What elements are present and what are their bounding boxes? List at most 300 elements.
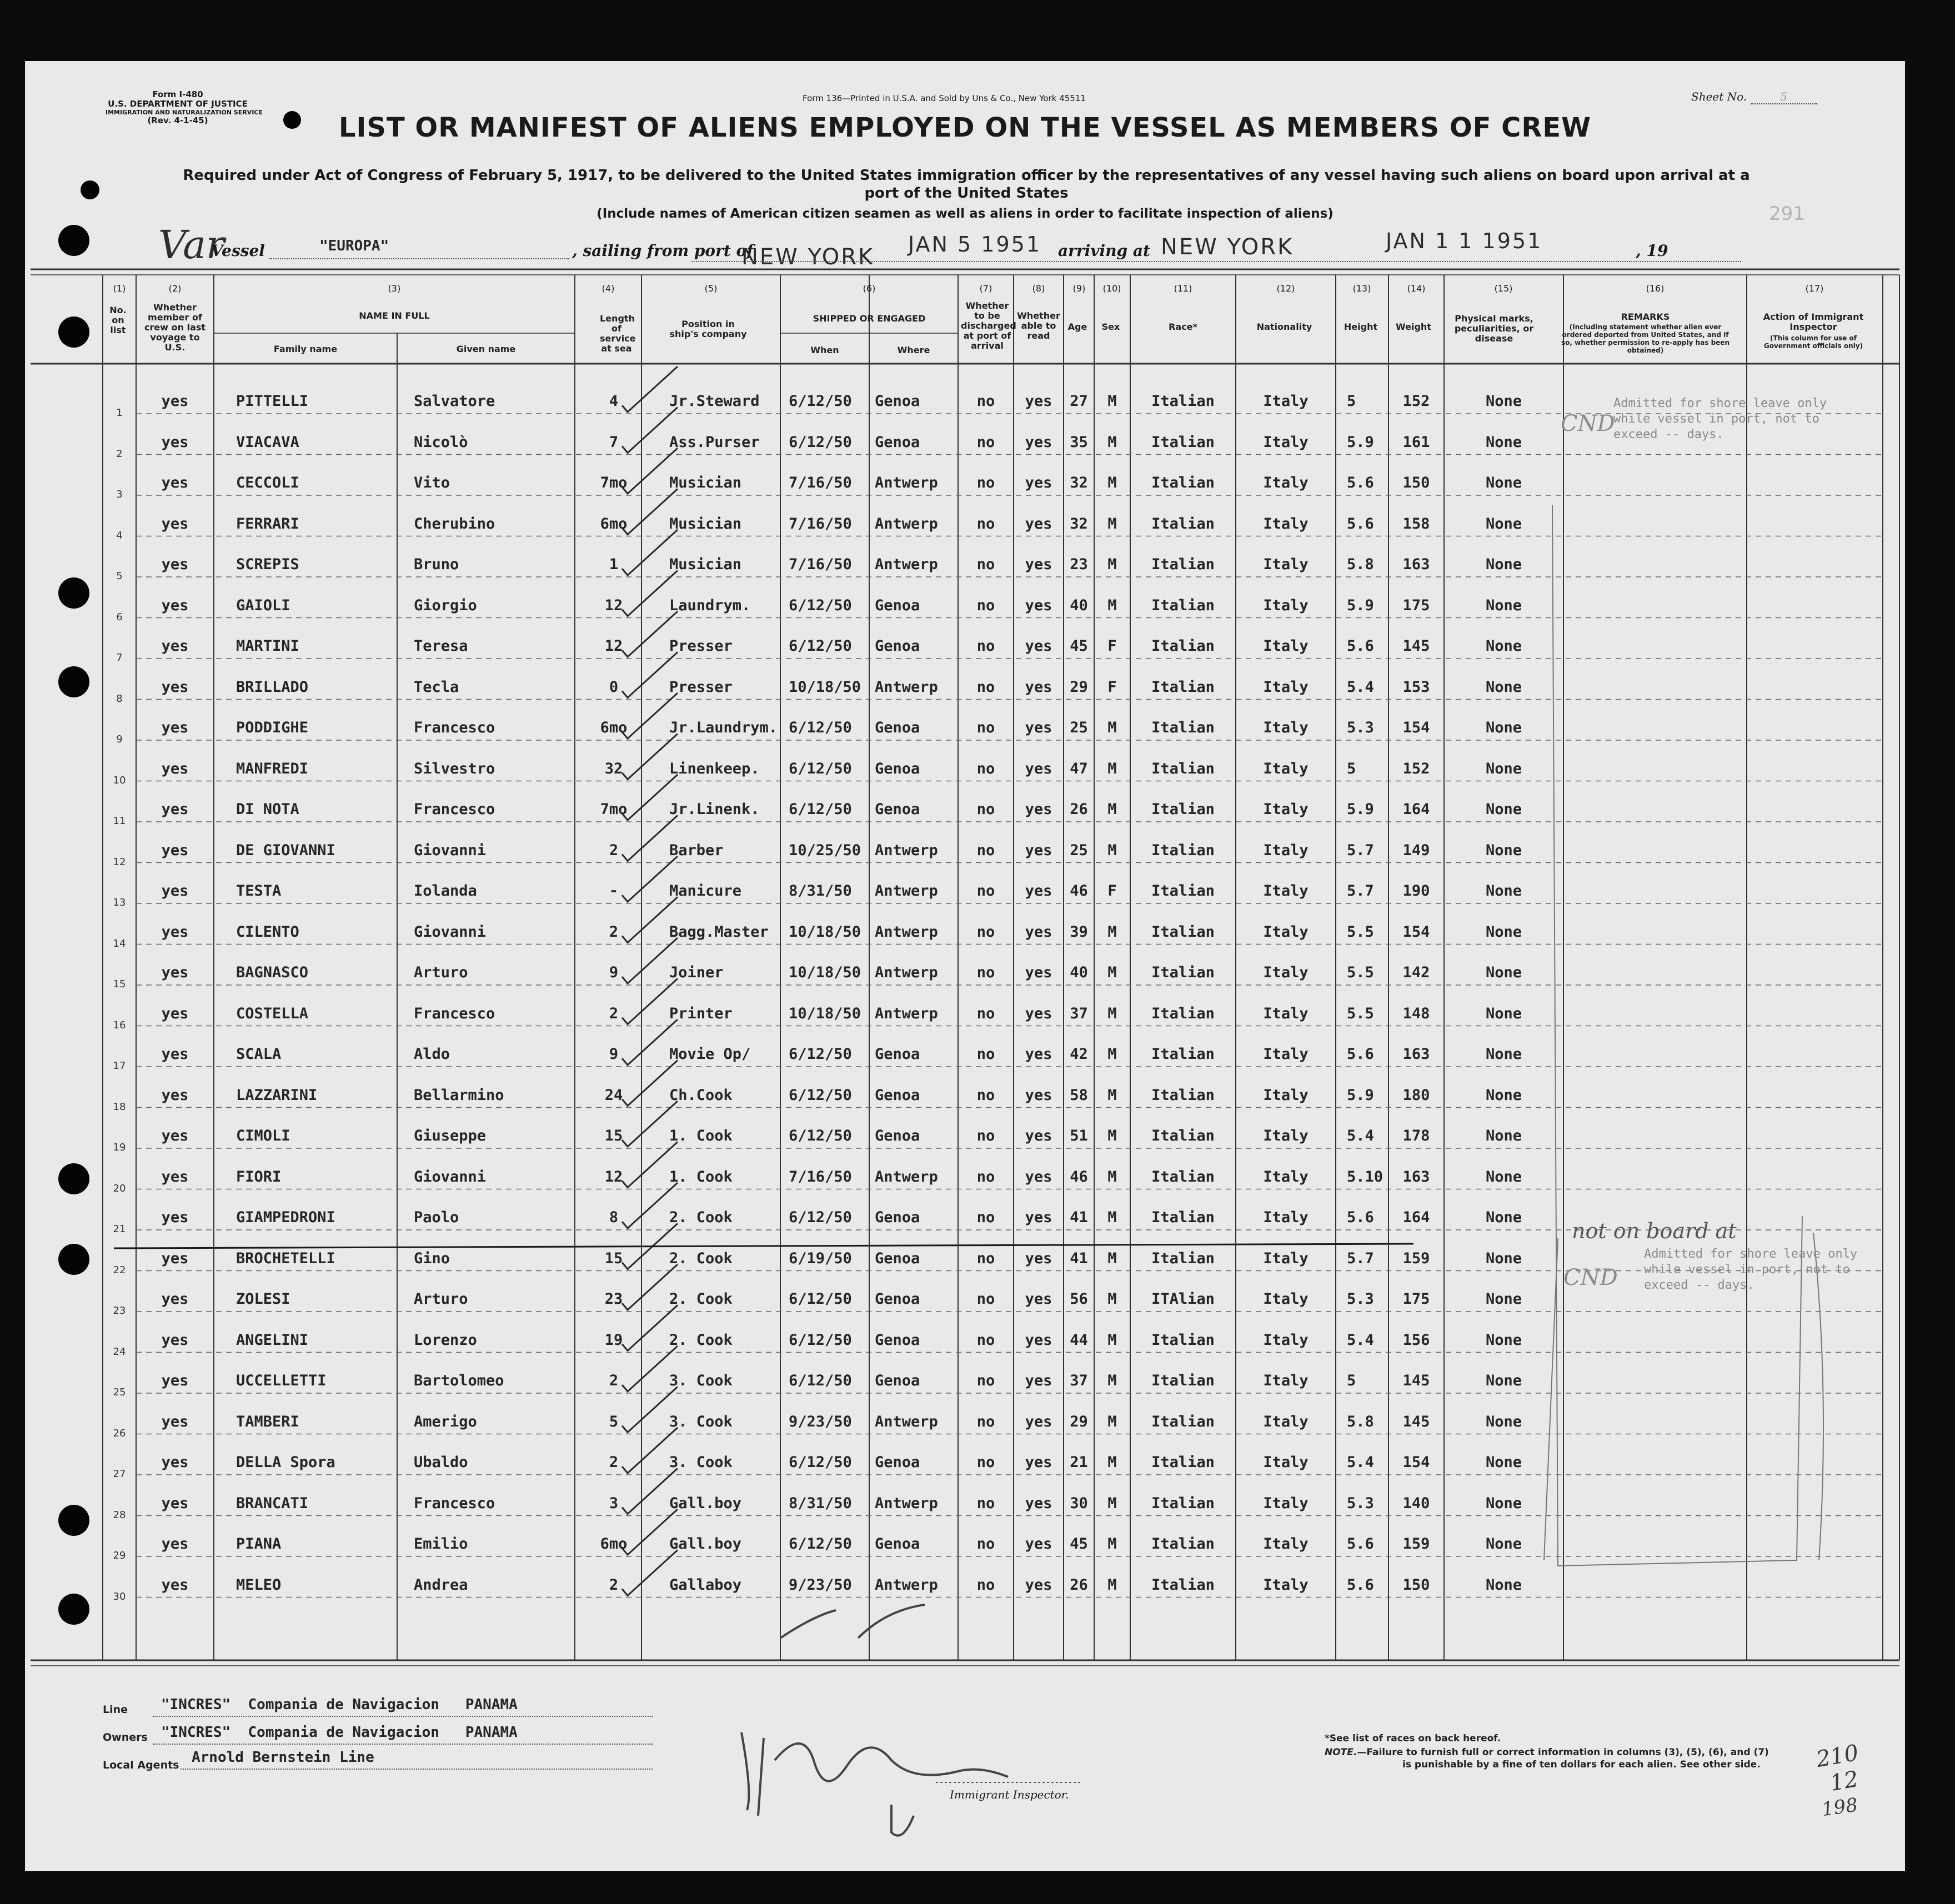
cell-weight: 175 [1402, 1290, 1430, 1308]
cell-read: yes [1025, 637, 1052, 655]
cell-service: 2 [609, 841, 619, 859]
cell-race: Italian [1151, 474, 1215, 491]
cell-marks: None [1485, 882, 1522, 900]
cell-position: Presser [669, 678, 733, 696]
cell-family: VIACAVA [236, 433, 299, 451]
remarks-initials-2: CND [1563, 1265, 1618, 1290]
cell-sex: M [1107, 1004, 1117, 1022]
cell-weight: 158 [1402, 515, 1430, 532]
column-number: (15) [1494, 283, 1513, 294]
cell-age: 25 [1070, 719, 1088, 736]
cell-race: Italian [1151, 1413, 1215, 1430]
cell-family: COSTELLA [236, 1004, 309, 1022]
row-number: 19 [113, 1142, 126, 1153]
cell-member: yes [161, 678, 189, 696]
cell-race: Italian [1151, 556, 1215, 573]
cell-nationality: Italy [1263, 1168, 1309, 1185]
cell-weight: 150 [1402, 474, 1430, 491]
cell-sex: M [1107, 1168, 1117, 1185]
cell-member: yes [161, 474, 189, 491]
page-title: LIST OR MANIFEST OF ALIENS EMPLOYED ON THE VESSEL AS MEMBERS OF CREW [338, 112, 1592, 143]
cell-given: Iolanda [414, 882, 477, 900]
cell-weight: 163 [1402, 556, 1430, 573]
cell-family: MELEO [236, 1576, 282, 1594]
cell-given: Cherubino [414, 515, 495, 532]
cell-marks: None [1485, 1086, 1522, 1104]
cell-member: yes [161, 1209, 189, 1226]
arriving-port: NEW YORK [1161, 234, 1294, 260]
cell-sex: M [1107, 719, 1117, 736]
cell-where: Antwerp [875, 1576, 938, 1594]
cell-given: Arturo [414, 964, 468, 981]
cell-read: yes [1025, 433, 1052, 451]
cell-marks: None [1485, 1576, 1522, 1594]
header-remarks-note: (Including statement whether alien ever ordered deported from United States, and if so, whether permission to re-apply has been obtained) [1561, 323, 1730, 354]
header-physical-marks: Physical marks, peculiarities, or disease [1454, 313, 1534, 344]
cell-discharged: no [976, 1413, 995, 1430]
row-number: 14 [113, 937, 126, 950]
cell-read: yes [1025, 964, 1052, 981]
header-shipped-engaged: SHIPPED OR ENGAGED [813, 313, 926, 324]
column-number: (5) [704, 283, 718, 294]
cell-sex: M [1107, 556, 1117, 573]
header-where: Where [897, 345, 930, 355]
cell-service: 7mo [600, 801, 628, 818]
cell-service: 6mo [600, 515, 628, 532]
cell-discharged: no [976, 801, 995, 818]
cell-where: Genoa [875, 1046, 920, 1063]
cell-weight: 164 [1402, 1209, 1430, 1226]
cell-marks: None [1485, 923, 1522, 941]
cell-discharged: no [976, 474, 995, 491]
cell-race: Italian [1151, 393, 1215, 410]
cell-position: Manicure [669, 882, 742, 900]
cell-family: MANFREDI [236, 760, 309, 777]
cell-discharged: no [976, 1372, 995, 1389]
row21-note: not on board at [1572, 1219, 1737, 1243]
cell-height: 5.5 [1347, 964, 1374, 981]
cell-where: Genoa [875, 1331, 920, 1349]
cell-nationality: Italy [1263, 1494, 1309, 1512]
column-number: (17) [1805, 283, 1824, 294]
cell-nationality: Italy [1263, 1331, 1309, 1349]
cell-nationality: Italy [1263, 1454, 1309, 1471]
cell-age: 29 [1070, 1413, 1088, 1430]
cell-service: 5 [609, 1413, 619, 1430]
cell-service: 24 [604, 1086, 623, 1104]
cell-member: yes [161, 1249, 189, 1267]
cell-race: Italian [1151, 1331, 1215, 1349]
cell-service: 2 [609, 1454, 619, 1471]
cell-where: Antwerp [875, 1413, 938, 1430]
cell-nationality: Italy [1263, 1127, 1309, 1144]
cell-given: Aldo [414, 1046, 450, 1063]
cell-member: yes [161, 1004, 189, 1022]
cell-discharged: no [976, 1576, 995, 1594]
cell-weight: 145 [1402, 1372, 1430, 1389]
cell-sex: M [1107, 1372, 1117, 1389]
cell-service: 2 [609, 1576, 619, 1594]
cell-when: 8/31/50 [789, 1494, 852, 1512]
cell-member: yes [161, 719, 189, 736]
cell-read: yes [1025, 923, 1052, 941]
cell-given: Andrea [414, 1576, 468, 1594]
cell-service: 9 [609, 964, 619, 981]
cell-when: 9/23/50 [789, 1413, 852, 1430]
header-position: Position in ship's company [669, 319, 747, 339]
cell-marks: None [1485, 1454, 1522, 1471]
cell-sex: M [1107, 433, 1117, 451]
cell-discharged: no [976, 1168, 995, 1185]
stamp-number: 291 [1769, 203, 1805, 225]
note-line2: is punishable by a fine of ten dollars for each alien. See other side. [1402, 1759, 1761, 1770]
cell-weight: 159 [1402, 1535, 1430, 1553]
cell-read: yes [1025, 1372, 1052, 1389]
cell-marks: None [1485, 1331, 1522, 1349]
header-no-on-list: No. on list [109, 305, 127, 335]
cell-member: yes [161, 1535, 189, 1553]
cell-position: 3. Cook [669, 1413, 733, 1430]
cell-marks: None [1485, 1494, 1522, 1512]
cell-age: 56 [1070, 1290, 1088, 1308]
cell-where: Antwerp [875, 1168, 938, 1185]
column-number: (2) [168, 283, 182, 294]
cell-family: CIMOLI [236, 1127, 290, 1144]
cell-nationality: Italy [1263, 596, 1309, 614]
cell-race: Italian [1151, 1535, 1215, 1553]
cell-marks: None [1485, 1249, 1522, 1267]
cell-position: 2. Cook [669, 1249, 733, 1267]
cell-discharged: no [976, 841, 995, 859]
cell-nationality: Italy [1263, 1290, 1309, 1308]
cell-age: 25 [1070, 841, 1088, 859]
cell-height: 5.9 [1347, 801, 1374, 818]
cell-discharged: no [976, 678, 995, 696]
cell-given: Nicolò [414, 433, 468, 451]
cell-when: 6/12/50 [789, 719, 852, 736]
header-member-last-voyage: Whether member of crew on last voyage to U.S. [144, 302, 205, 353]
manifest-sheet [25, 61, 1905, 1871]
cell-read: yes [1025, 678, 1052, 696]
cell-read: yes [1025, 1209, 1052, 1226]
header-remarks: REMARKS [1621, 312, 1670, 322]
cell-weight: 156 [1402, 1331, 1430, 1349]
cell-position: Musician [669, 556, 742, 573]
cell-member: yes [161, 1413, 189, 1430]
cell-member: yes [161, 1576, 189, 1594]
cell-member: yes [161, 1086, 189, 1104]
cell-sex: M [1107, 923, 1117, 941]
cell-discharged: no [976, 1290, 995, 1308]
cell-service: 9 [609, 1046, 619, 1063]
cell-member: yes [161, 841, 189, 859]
cell-race: Italian [1151, 964, 1215, 981]
remarks-initials-1: CND [1561, 411, 1615, 436]
cell-marks: None [1485, 1168, 1522, 1185]
cell-discharged: no [976, 964, 995, 981]
cell-when: 10/18/50 [789, 964, 861, 981]
cell-nationality: Italy [1263, 1535, 1309, 1553]
cell-discharged: no [976, 1494, 995, 1512]
cell-member: yes [161, 1168, 189, 1185]
cell-where: Antwerp [875, 882, 938, 900]
cell-position: Printer [669, 1004, 733, 1022]
cell-given: Emilio [414, 1535, 468, 1553]
cell-marks: None [1485, 1046, 1522, 1063]
row-number: 26 [113, 1427, 126, 1439]
cell-given: Salvatore [414, 393, 495, 410]
cell-member: yes [161, 1046, 189, 1063]
cell-service: 12 [604, 637, 623, 655]
cell-age: 40 [1070, 596, 1088, 614]
cell-position: Joiner [669, 964, 724, 981]
cell-position: Jr.Linenk. [669, 801, 760, 818]
cell-height: 5.4 [1347, 1331, 1374, 1349]
cell-member: yes [161, 801, 189, 818]
note-prefix: NOTE. [1325, 1747, 1357, 1758]
cell-discharged: no [976, 1535, 995, 1553]
header-name-in-full: NAME IN FULL [359, 310, 430, 321]
cell-discharged: no [976, 1127, 995, 1144]
cell-marks: None [1485, 515, 1522, 532]
cell-when: 6/12/50 [789, 1086, 852, 1104]
row-number: 16 [113, 1019, 126, 1031]
cell-nationality: Italy [1263, 1004, 1309, 1022]
cell-given: Francesco [414, 719, 495, 736]
cell-race: Italian [1151, 1576, 1215, 1594]
cell-sex: M [1107, 841, 1117, 859]
cell-where: Genoa [875, 1086, 920, 1104]
cell-discharged: no [976, 433, 995, 451]
cell-weight: 161 [1402, 433, 1430, 451]
cell-sex: M [1107, 1290, 1117, 1308]
arriving-date: JAN 1 1 1951 [1386, 229, 1543, 253]
cell-marks: None [1485, 719, 1522, 736]
header-sex: Sex [1101, 321, 1120, 332]
cell-nationality: Italy [1263, 964, 1309, 981]
cell-given: Giovanni [414, 1168, 487, 1185]
cell-age: 58 [1070, 1086, 1088, 1104]
cell-height: 5.5 [1347, 923, 1374, 941]
cell-nationality: Italy [1263, 882, 1309, 900]
cell-discharged: no [976, 393, 995, 410]
cell-sex: M [1107, 1249, 1117, 1267]
cell-read: yes [1025, 474, 1052, 491]
cell-family: MARTINI [236, 637, 299, 655]
cell-position: Gall.boy [669, 1494, 742, 1512]
cell-member: yes [161, 882, 189, 900]
handwritten-figure: 12 [1828, 1766, 1861, 1797]
cell-marks: None [1485, 841, 1522, 859]
cell-race: Italian [1151, 1454, 1215, 1471]
cell-weight: 154 [1402, 923, 1430, 941]
cell-service: 6mo [600, 1535, 628, 1553]
cell-read: yes [1025, 1535, 1052, 1553]
cell-weight: 154 [1402, 719, 1430, 736]
cell-weight: 149 [1402, 841, 1430, 859]
cell-position: 3. Cook [669, 1372, 733, 1389]
cell-member: yes [161, 1127, 189, 1144]
cell-service: 2 [609, 923, 619, 941]
cell-family: SCREPIS [236, 556, 299, 573]
cell-weight: 154 [1402, 1454, 1430, 1471]
cell-nationality: Italy [1263, 556, 1309, 573]
cell-position: Musician [669, 474, 742, 491]
remarks-block-1 [1613, 396, 1827, 443]
cell-position: Ch.Cook [669, 1086, 733, 1104]
cell-where: Genoa [875, 1372, 920, 1389]
cell-given: Francesco [414, 801, 495, 818]
row-number: 22 [113, 1264, 126, 1276]
cell-age: 23 [1070, 556, 1088, 573]
cell-where: Antwerp [875, 556, 938, 573]
cell-family: ANGELINI [236, 1331, 309, 1349]
cell-marks: None [1485, 1413, 1522, 1430]
cell-weight: 150 [1402, 1576, 1430, 1594]
cell-discharged: no [976, 1086, 995, 1104]
row-number: 10 [113, 774, 126, 786]
cell-service: 3 [609, 1494, 619, 1512]
agents-underline [181, 1769, 653, 1770]
remark-line: while vessel in port, not to [1644, 1263, 1850, 1277]
cell-sex: M [1107, 1576, 1117, 1594]
cell-when: 6/12/50 [789, 801, 852, 818]
cell-weight: 190 [1402, 882, 1430, 900]
cell-read: yes [1025, 1331, 1052, 1349]
cell-race: Italian [1151, 515, 1215, 532]
cell-discharged: no [976, 637, 995, 655]
cell-height: 5.9 [1347, 596, 1374, 614]
cell-given: Bartolomeo [414, 1372, 504, 1389]
cell-family: PIANA [236, 1535, 282, 1553]
column-number: (7) [979, 283, 992, 294]
cell-given: Giuseppe [414, 1127, 487, 1144]
cell-where: Genoa [875, 433, 920, 451]
cell-position: 1. Cook [669, 1127, 733, 1144]
cell-read: yes [1025, 1290, 1052, 1308]
cell-read: yes [1025, 719, 1052, 736]
cell-read: yes [1025, 393, 1052, 410]
cell-age: 26 [1070, 801, 1088, 818]
row-number: 5 [116, 570, 123, 582]
cell-read: yes [1025, 1127, 1052, 1144]
cell-race: Italian [1151, 760, 1215, 777]
cell-read: yes [1025, 1576, 1052, 1594]
cell-sex: M [1107, 760, 1117, 777]
cell-sex: M [1107, 964, 1117, 981]
cell-where: Genoa [875, 760, 920, 777]
form-number: Form I-480 [152, 89, 203, 99]
cell-when: 6/12/50 [789, 1209, 852, 1226]
cell-when: 7/16/50 [789, 515, 852, 532]
cell-family: GAIOLI [236, 596, 290, 614]
cell-where: Antwerp [875, 964, 938, 981]
cell-when: 6/12/50 [789, 433, 852, 451]
cell-marks: None [1485, 1004, 1522, 1022]
cell-when: 10/25/50 [789, 841, 861, 859]
handwritten-figure: 210 [1814, 1740, 1861, 1773]
cell-weight: 152 [1402, 393, 1430, 410]
row-number: 17 [113, 1060, 126, 1072]
cell-where: Antwerp [875, 678, 938, 696]
cell-where: Genoa [875, 1535, 920, 1553]
sheet-label: Sheet No. [1691, 90, 1747, 103]
agents-value: Arnold Bernstein Line [192, 1749, 374, 1766]
remark-line: Admitted for shore leave only [1613, 396, 1827, 410]
cell-read: yes [1025, 1249, 1052, 1267]
header-weight: Weight [1396, 321, 1431, 332]
cell-marks: None [1485, 678, 1522, 696]
cell-marks: None [1485, 964, 1522, 981]
cell-service: 12 [604, 1168, 623, 1185]
header-discharged: Whether to be discharged at port of arrival [961, 300, 1016, 351]
cell-nationality: Italy [1263, 1209, 1309, 1226]
cell-when: 7/16/50 [789, 474, 852, 491]
cell-height: 5.6 [1347, 1046, 1374, 1063]
cell-position: Presser [669, 637, 733, 655]
subtitle-note: (Include names of American citizen seamen as well as aliens in order to facilitate inspection of aliens) [596, 207, 1334, 221]
cell-height: 5.6 [1347, 474, 1374, 491]
cell-read: yes [1025, 596, 1052, 614]
row-number: 1 [116, 407, 123, 419]
cell-when: 6/12/50 [789, 393, 852, 410]
cell-family: LAZZARINI [236, 1086, 318, 1104]
column-number: (4) [601, 283, 615, 294]
cell-race: Italian [1151, 1494, 1215, 1512]
cell-family: DI NOTA [236, 801, 299, 818]
line-label: Line [103, 1704, 128, 1716]
cell-given: Tecla [414, 678, 459, 696]
cell-given: Bruno [414, 556, 459, 573]
cell-weight: 142 [1402, 964, 1430, 981]
cell-where: Genoa [875, 1290, 920, 1308]
cell-discharged: no [976, 596, 995, 614]
cell-member: yes [161, 1454, 189, 1471]
cell-when: 6/12/50 [789, 1290, 852, 1308]
sailing-port: NEW YORK [741, 244, 875, 270]
printer-line: Form 136—Printed in U.S.A. and Sold by Uns & Co., New York 45511 [803, 93, 1086, 103]
cell-marks: None [1485, 596, 1522, 614]
cell-read: yes [1025, 515, 1052, 532]
cell-given: Ubaldo [414, 1454, 468, 1471]
subtitle-line2: port of the United States [864, 185, 1069, 202]
cell-given: Amerigo [414, 1413, 477, 1430]
cell-race: Italian [1151, 678, 1215, 696]
cell-age: 44 [1070, 1331, 1088, 1349]
cell-position: 1. Cook [669, 1168, 733, 1185]
row-number: 24 [113, 1345, 126, 1358]
column-number: (13) [1352, 283, 1371, 294]
cell-height: 5.6 [1347, 637, 1374, 655]
cell-family: ZOLESI [236, 1290, 290, 1308]
cell-where: Antwerp [875, 1494, 938, 1512]
cell-race: ITAlian [1151, 1290, 1215, 1308]
cell-family: CILENTO [236, 923, 299, 941]
cell-position: Laundrym. [669, 596, 751, 614]
cell-when: 6/12/50 [789, 1454, 852, 1471]
cell-age: 32 [1070, 474, 1088, 491]
cell-age: 39 [1070, 923, 1088, 941]
cell-position: 3. Cook [669, 1454, 733, 1471]
column-number: (6) [863, 283, 876, 294]
cell-height: 5.4 [1347, 678, 1374, 696]
cell-nationality: Italy [1263, 1046, 1309, 1063]
cell-family: UCCELLETTI [236, 1372, 327, 1389]
cell-age: 29 [1070, 678, 1088, 696]
cell-member: yes [161, 760, 189, 777]
cell-height: 5.7 [1347, 882, 1374, 900]
cell-marks: None [1485, 433, 1522, 451]
